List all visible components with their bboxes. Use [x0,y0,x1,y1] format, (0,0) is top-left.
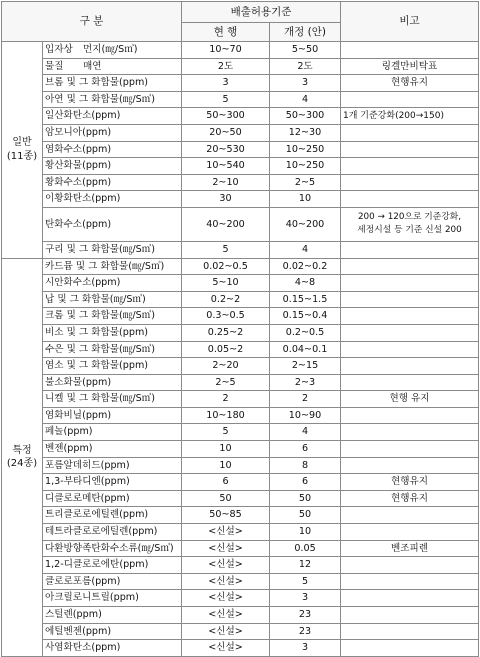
substance-name: 에틸벤젠(ppm) [43,623,182,640]
remark: 벤조피렌 [341,540,479,557]
revised-value: 12 [270,557,341,574]
substance-name: 클로로포름(ppm) [43,573,182,590]
revised-value: 0.15~0.4 [270,308,341,325]
remark [341,457,479,474]
current-value: 5 [182,241,270,258]
table-row [2,341,479,358]
table-row [2,191,479,208]
table-row [2,241,479,258]
substance-name: 페놀(ppm) [43,424,182,441]
current-value: 30 [182,191,270,208]
substance-name: 포름알데히드(ppm) [43,457,182,474]
remark [341,607,479,624]
current-value: <신설> [182,524,270,541]
remark [341,358,479,375]
remark: 1개 기준강화(200→150) [341,108,479,125]
substance-name: 염화수소(ppm) [43,141,182,158]
header-revised: 개정 (안) [270,23,341,42]
revised-value: 2~15 [270,358,341,375]
remark [341,441,479,458]
table-row [2,358,479,375]
substance-name: 테트라클로로에틸렌(ppm) [43,524,182,541]
current-value: 2 [182,391,270,408]
current-value: <신설> [182,590,270,607]
table-row [2,407,479,424]
revised-value: 40~200 [270,207,341,241]
substance-name: 크롬 및 그 화합물(㎎/S㎥) [43,308,182,325]
revised-value: 50 [270,490,341,507]
remark [341,374,479,391]
table-row [2,124,479,141]
current-value: 50~300 [182,108,270,125]
revised-value: 2~5 [270,174,341,191]
remark [341,191,479,208]
current-value: <신설> [182,623,270,640]
substance-name: 카드뮴 및 그 화합물(㎎/S㎥) [43,258,182,275]
table-row [2,42,479,59]
table-row [2,291,479,308]
dust-row-2-name [43,58,182,75]
current-value: 20~530 [182,141,270,158]
remark [341,91,479,108]
substance-name: 트리클로로에틸렌(ppm) [43,507,182,524]
substance-name: 염화비닐(ppm) [43,407,182,424]
table-row [2,141,479,158]
substance-name: 황산화물(ppm) [43,158,182,175]
table-row [2,607,479,624]
revised-value: 3 [270,640,341,657]
substance-name: 탄화수소(ppm) [43,207,182,241]
table-row [2,391,479,408]
table-row [2,540,479,557]
current-value: 2~5 [182,374,270,391]
revised-value: 4 [270,241,341,258]
revised-value: 3 [270,75,341,92]
revised-value: 0.02~0.2 [270,258,341,275]
revised-value: 10 [270,191,341,208]
table-row [2,474,479,491]
remark [341,275,479,292]
remark: 현행 유지 [341,391,479,408]
substance-name: 일산화탄소(ppm) [43,108,182,125]
revised-value: 0.04~0.1 [270,341,341,358]
dust-row-2-current: 2도 [182,58,270,75]
current-value: 10 [182,457,270,474]
revised-value: 6 [270,474,341,491]
special-group-count: (24종) [6,458,38,470]
table-row [2,524,479,541]
dust-row-1-name [43,42,182,59]
remark [341,241,479,258]
general-group-count: (11종) [6,150,38,162]
current-value: 5~10 [182,275,270,292]
remark [341,207,479,241]
revised-value: 10~250 [270,158,341,175]
substance-name: 벤젠(ppm) [43,441,182,458]
header-standard: 배출허용기준 [182,2,341,23]
remark [341,124,479,141]
remark [341,291,479,308]
table-row [2,58,479,75]
substance-name: 사염화탄소(ppm) [43,640,182,657]
substance-name: 비소 및 그 화합물(ppm) [43,324,182,341]
dust-row-1-current: 10~70 [182,42,270,59]
table-row [2,308,479,325]
table-row [2,590,479,607]
revised-value: 8 [270,457,341,474]
substance-name: 디클로로메탄(ppm) [43,490,182,507]
current-value: 0.2~2 [182,291,270,308]
substance-name: 납 및 그 화합물(㎎/S㎥) [43,291,182,308]
revised-value: 10~90 [270,407,341,424]
table-row [2,275,479,292]
revised-value: 5 [270,573,341,590]
current-value: <신설> [182,557,270,574]
dust-row-1-remark [341,42,479,59]
table-row [2,640,479,657]
current-value: 3 [182,75,270,92]
revised-value: 0.15~1.5 [270,291,341,308]
substance-name: 1,3-부타디엔(ppm) [43,474,182,491]
table-row [2,457,479,474]
substance-name: 1,2-디클로로에탄(ppm) [43,557,182,574]
dust-row-2-revised: 2도 [270,58,341,75]
dust-subrow-1: 먼지(㎎/S㎥) [83,44,138,55]
table-row [2,258,479,275]
special-group-name: 특정 [12,444,32,456]
current-value: <신설> [182,573,270,590]
table-row [2,158,479,175]
table-row [2,108,479,125]
substance-name: 아크릴로니트릴(ppm) [43,590,182,607]
current-value: 40~200 [182,207,270,241]
table-row [2,490,479,507]
remark [341,341,479,358]
substance-name: 황화수소(ppm) [43,174,182,191]
revised-value: 23 [270,623,341,640]
remark [341,424,479,441]
remark [341,623,479,640]
current-value: 50 [182,490,270,507]
header-category: 구 분 [2,2,182,42]
remark [341,590,479,607]
current-value: <신설> [182,540,270,557]
remark [341,324,479,341]
current-value: 5 [182,91,270,108]
remark [341,141,479,158]
revised-value: 4 [270,424,341,441]
current-value: 2~10 [182,174,270,191]
current-value: 5 [182,424,270,441]
dust-row-2-remark: 링겔만비탁표 [341,58,479,75]
current-value: 50~85 [182,507,270,524]
header-current: 현 행 [182,23,270,42]
remark [341,524,479,541]
revised-value: 2~3 [270,374,341,391]
table-row [2,573,479,590]
table-row [2,441,479,458]
revised-value: 3 [270,590,341,607]
substance-name: 불소화물(ppm) [43,374,182,391]
header-remarks: 비고 [341,2,479,42]
revised-value: 23 [270,607,341,624]
dust-label-top: 입자상 [45,44,73,55]
table-row [2,507,479,524]
revised-value: 6 [270,441,341,458]
current-value: <신설> [182,640,270,657]
substance-name: 아연 및 그 화합물(㎎/S㎥) [43,91,182,108]
current-value: 20~50 [182,124,270,141]
substance-name: 이황화탄소(ppm) [43,191,182,208]
substance-name: 암모니아(ppm) [43,124,182,141]
revised-value: 4~8 [270,275,341,292]
revised-value: 50 [270,507,341,524]
table-row [2,91,479,108]
substance-name: 스틸렌(ppm) [43,607,182,624]
substance-name: 브롬 및 그 화합물(ppm) [43,75,182,92]
remark: 현행유지 [341,474,479,491]
current-value: 10~540 [182,158,270,175]
table-row [2,557,479,574]
remark [341,557,479,574]
remark: 현행유지 [341,490,479,507]
dust-subrow-2: 매연 [83,60,102,72]
remark [341,640,479,657]
general-group-name: 일반 [12,137,32,149]
remark: 현행유지 [341,75,479,92]
remark [341,573,479,590]
table-row [2,207,479,241]
special-group-cell [2,258,43,656]
table-row [2,424,479,441]
remark [341,507,479,524]
table-row [2,75,479,92]
substance-name: 구리 및 그 화합물(㎎/S㎥) [43,241,182,258]
emission-standards-table [1,1,479,657]
table-row [2,374,479,391]
remark [341,258,479,275]
general-group-cell [2,42,43,259]
revised-value: 0.05 [270,540,341,557]
revised-value: 2 [270,391,341,408]
substance-name: 염소 및 그 화합물(ppm) [43,358,182,375]
revised-value: 10 [270,524,341,541]
revised-value: 0.2~0.5 [270,324,341,341]
table-row [2,174,479,191]
remark [341,174,479,191]
current-value: 0.25~2 [182,324,270,341]
revised-value: 50~300 [270,108,341,125]
dust-row-1-revised: 5~50 [270,42,341,59]
remark-line-2: 세정시설 등 기준 신설 200 [357,225,462,236]
remark [341,407,479,424]
substance-name: 니켈 및 그 화합물(㎎/S㎥) [43,391,182,408]
substance-name: 시안화수소(ppm) [43,275,182,292]
remark-line-1: 200 → 120으로 기준강화, [357,212,462,223]
current-value: 2~20 [182,358,270,375]
revised-value: 4 [270,91,341,108]
dust-label-bottom: 물질 [45,60,64,72]
current-value: 10~180 [182,407,270,424]
remark [341,158,479,175]
remark [341,308,479,325]
current-value: <신설> [182,607,270,624]
revised-value: 12~30 [270,124,341,141]
substance-name: 수은 및 그 화합물(㎎/S㎥) [43,341,182,358]
current-value: 0.05~2 [182,341,270,358]
current-value: 6 [182,474,270,491]
current-value: 10 [182,441,270,458]
revised-value: 10~250 [270,141,341,158]
current-value: 0.3~0.5 [182,308,270,325]
current-value: 0.02~0.5 [182,258,270,275]
table-row [2,324,479,341]
table-row [2,623,479,640]
substance-name: 다환방향족탄화수소류(㎎/S㎥) [43,540,182,557]
